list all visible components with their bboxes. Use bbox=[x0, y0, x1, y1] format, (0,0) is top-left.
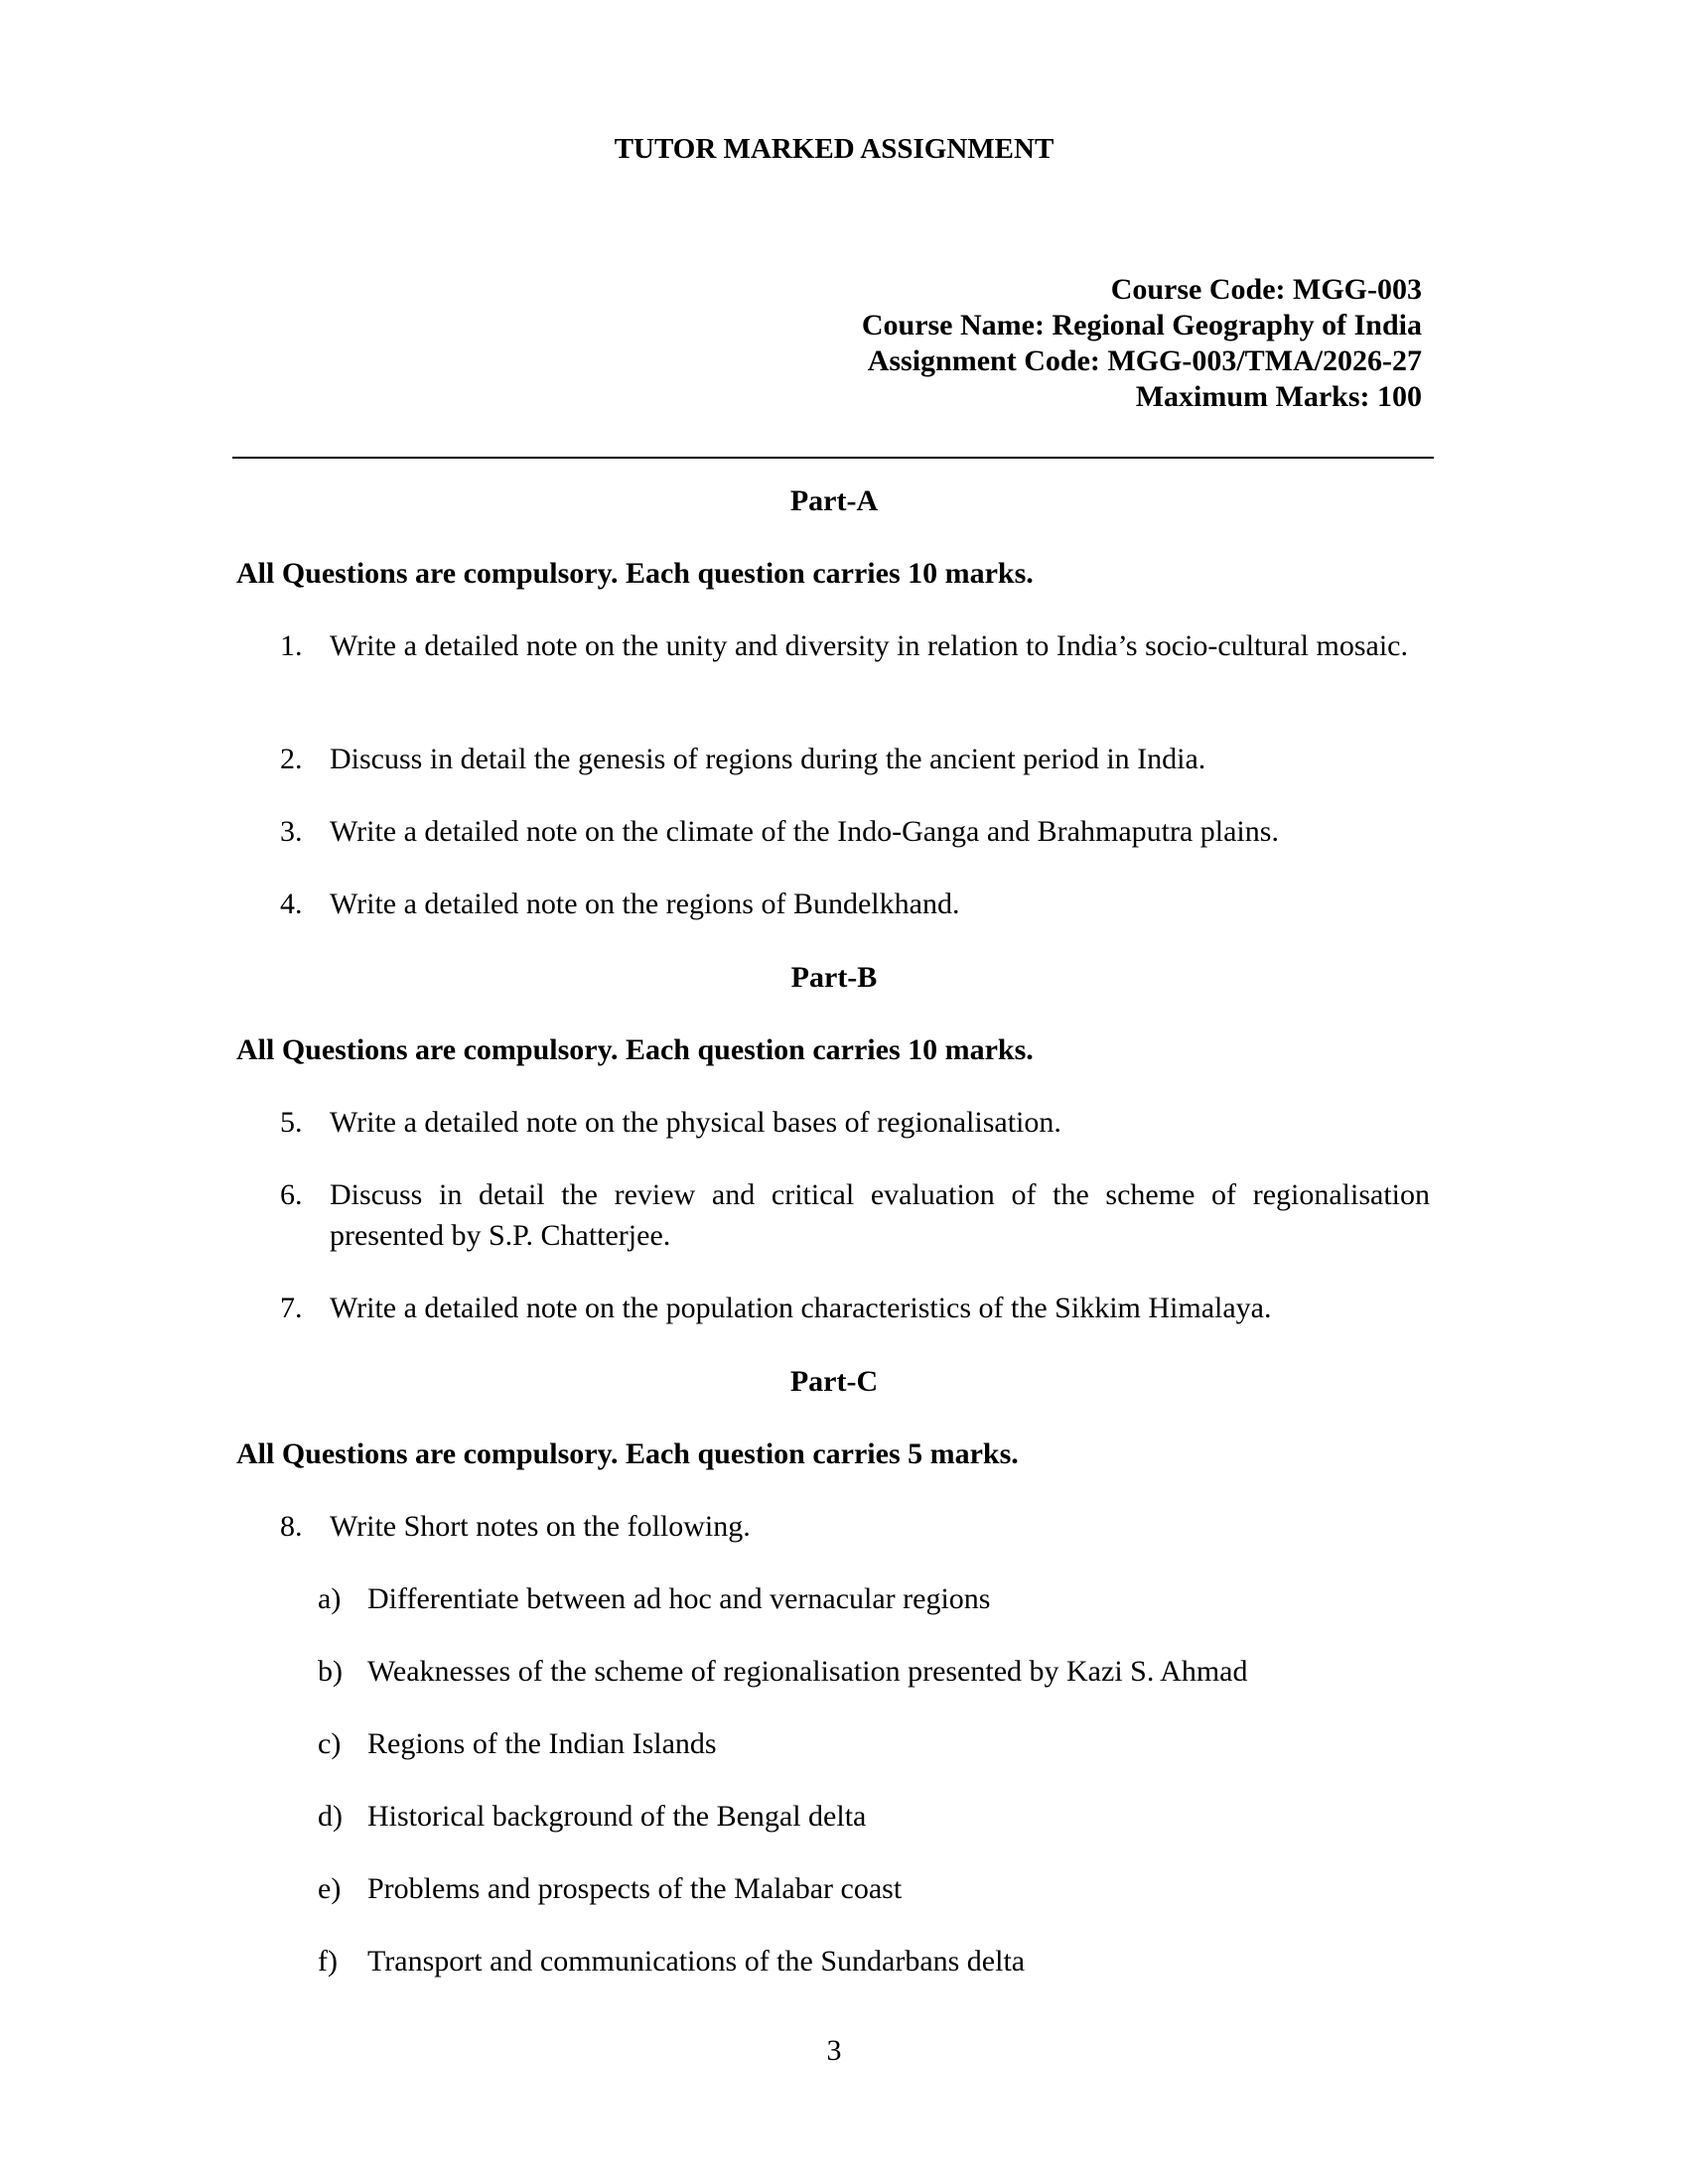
question-text: Discuss in detail the review and critical evaluation of the scheme of regionalisation presented by S.P. Chatterjee. bbox=[330, 1178, 1430, 1252]
sub-item-letter: d) bbox=[318, 1800, 343, 1833]
part-b-instruction: All Questions are compulsory. Each question carries 10 marks. bbox=[236, 1033, 1034, 1066]
question-8 bbox=[280, 1506, 1430, 1547]
course-code: Course Code: MGG-003 bbox=[1110, 273, 1422, 306]
question-text: Write Short notes on the following. bbox=[330, 1510, 751, 1543]
sub-item-a bbox=[318, 1581, 990, 1617]
course-info-block bbox=[862, 272, 1422, 415]
question-number: 5. bbox=[280, 1106, 303, 1139]
sub-item-d bbox=[318, 1799, 866, 1835]
question-number: 4. bbox=[280, 887, 303, 920]
sub-item-text: Historical background of the Bengal delta bbox=[367, 1800, 867, 1833]
sub-item-c bbox=[318, 1726, 717, 1762]
question-3 bbox=[280, 811, 1430, 852]
part-a-heading: Part-A bbox=[789, 484, 879, 517]
sub-item-f bbox=[318, 1944, 1025, 1979]
sub-item-letter: c) bbox=[318, 1727, 342, 1760]
question-5 bbox=[280, 1102, 1430, 1143]
sub-item-letter: f) bbox=[318, 1945, 338, 1978]
question-text: Write a detailed note on the regions of Bundelkhand. bbox=[330, 887, 960, 920]
sub-item-text: Problems and prospects of the Malabar coast bbox=[367, 1872, 903, 1905]
question-number: 8. bbox=[280, 1510, 303, 1543]
part-c-heading: Part-C bbox=[789, 1365, 879, 1398]
sub-item-letter: a) bbox=[318, 1582, 342, 1615]
question-2 bbox=[280, 739, 1430, 779]
sub-item-e bbox=[318, 1871, 902, 1907]
question-text: Write a detailed note on the unity and diversity in relation to India’s socio-cultural mosaic. bbox=[330, 629, 1408, 662]
question-number: 2. bbox=[280, 743, 303, 775]
sub-item-letter: b) bbox=[318, 1655, 343, 1688]
question-number: 1. bbox=[280, 629, 303, 662]
question-text: Write a detailed note on the physical bases of regionalisation. bbox=[330, 1106, 1061, 1139]
question-text: Write a detailed note on the climate of the Indo-Ganga and Brahmaputra plains. bbox=[330, 815, 1279, 848]
question-number: 3. bbox=[280, 815, 303, 848]
question-number: 7. bbox=[280, 1292, 303, 1324]
part-b-heading: Part-B bbox=[790, 961, 878, 994]
course-name: Course Name: Regional Geography of India bbox=[861, 309, 1422, 341]
sub-item-text: Weaknesses of the scheme of regionalisation presented by Kazi S. Ahmad bbox=[367, 1655, 1248, 1688]
sub-item-b bbox=[318, 1654, 1248, 1690]
page-title: TUTOR MARKED ASSIGNMENT bbox=[614, 133, 1055, 165]
header-divider bbox=[232, 457, 1434, 459]
part-c-instruction: All Questions are compulsory. Each question carries 5 marks. bbox=[236, 1437, 1019, 1470]
sub-item-text: Regions of the Indian Islands bbox=[367, 1727, 717, 1760]
page-number: 3 bbox=[826, 2034, 842, 2067]
question-text: Discuss in detail the genesis of regions during the ancient period in India. bbox=[330, 743, 1206, 775]
sub-item-letter: e) bbox=[318, 1872, 342, 1905]
question-text: Write a detailed note on the population characteristics of the Sikkim Himalaya. bbox=[330, 1292, 1272, 1324]
assignment-code: Assignment Code: MGG-003/TMA/2026-27 bbox=[867, 344, 1422, 377]
part-a-instruction: All Questions are compulsory. Each question carries 10 marks. bbox=[236, 557, 1034, 590]
maximum-marks: Maximum Marks: 100 bbox=[1135, 380, 1422, 413]
question-6 bbox=[280, 1174, 1430, 1256]
question-number: 6. bbox=[280, 1178, 303, 1211]
sub-item-text: Transport and communications of the Sundarbans delta bbox=[367, 1945, 1026, 1978]
question-4 bbox=[280, 884, 1430, 924]
sub-item-text: Differentiate between ad hoc and vernacular regions bbox=[367, 1582, 991, 1615]
question-1 bbox=[280, 625, 1430, 666]
question-7 bbox=[280, 1288, 1430, 1328]
